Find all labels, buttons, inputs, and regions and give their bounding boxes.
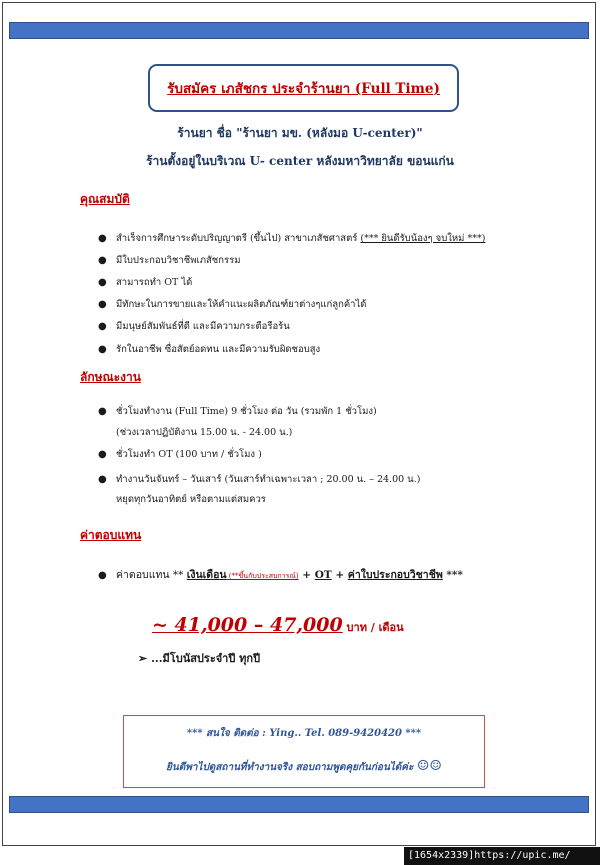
job-heading: ลักษณะงาน — [80, 370, 141, 384]
bonus-line — [138, 649, 260, 667]
compensation-line — [98, 566, 463, 583]
contact-invite-text: ยินดีพาไปดูสถานที่ทำงานจริง สอบถามพูดคุยกันก่อนได้ค่ะ — [166, 762, 417, 773]
bullet-icon: ● — [98, 406, 107, 417]
bullet-icon: ● — [98, 344, 107, 355]
plus-sign: + — [331, 569, 348, 581]
plus-sign: + — [298, 569, 315, 581]
shop-location-line: ร้านตั้งอยู่ในบริเวณ U- center หลังมหาวิทยาลัย ขอนแก่น — [146, 154, 454, 168]
list-item — [98, 253, 240, 268]
bullet-icon: ● — [98, 255, 107, 266]
bullet-icon: ● — [98, 449, 107, 460]
salary-amount: ~ 41,000 – 47,000 — [152, 614, 343, 636]
bullet-icon: ● — [98, 474, 107, 485]
list-item-text: สำเร็จการศึกษาระดับปริญญาตรี (ขึ้นไป) สาขาเภสัชศาสตร์ — [116, 233, 361, 244]
compensation-tail: *** — [442, 569, 463, 581]
image-host-watermark: [1654x2339]https://upic.me/ — [404, 847, 600, 865]
list-item — [98, 319, 290, 334]
list-item-continuation: (ช่วงเวลาปฏิบัติงาน 15.00 น. - 24.00 น.) — [116, 427, 293, 438]
qualifications-heading: คุณสมบัติ — [80, 192, 130, 206]
license-fee-word: ค่าใบประกอบวิชาชีพ — [347, 569, 443, 581]
bottom-banner-bar — [9, 796, 589, 813]
bonus-text: ...มีโบนัสประจำปี ทุกปี — [151, 652, 261, 665]
shop-name-line: ร้านยา ชื่อ "ร้านยา มข. (หลังมอ U-center)" — [177, 126, 423, 140]
list-item-text: รักในอาชีพ ซื่อสัตย์อดทน และมีความรับผิดชอบสูง — [116, 344, 321, 355]
salary-range — [152, 614, 404, 636]
list-item-text: ทำงานวันจันทร์ – วันเสาร์ (วันเสาร์ทำเฉพาะเวลา ; 20.00 น. – 24.00 น.) — [116, 474, 421, 485]
title-box — [148, 64, 459, 112]
list-item — [98, 342, 320, 357]
bullet-icon: ● — [98, 570, 107, 581]
contact-info: *** สนใจ ติดต่อ : Ying.. Tel. 089-9420420 *** — [186, 728, 422, 739]
salary-currency: บาท — [342, 621, 367, 634]
list-item — [98, 404, 377, 419]
page-title: รับสมัคร เภสัชกร ประจำร้านยา (Full Time) — [167, 81, 440, 97]
list-item-text: มีมนุษย์สัมพันธ์ที่ดี และมีความกระตือรือร้น — [116, 321, 290, 332]
contact-box — [123, 715, 485, 788]
list-item-text: สามารถทำ OT ได้ — [116, 277, 193, 288]
bullet-icon: ● — [98, 299, 107, 310]
list-item-note: (*** ยินดีรับน้องๆ จบใหม่ ***) — [360, 233, 486, 244]
list-item — [98, 297, 366, 312]
compensation-heading: ค่าตอบแทน — [80, 528, 142, 542]
contact-invite — [124, 758, 484, 775]
smiley-icon: ☺☺ — [416, 758, 442, 774]
list-item-continuation: หยุดทุกวันอาทิตย์ หรือตามแต่สมควร — [116, 494, 266, 505]
ot-word: OT — [314, 569, 332, 581]
list-item — [98, 447, 262, 462]
list-item — [98, 275, 192, 290]
list-item — [98, 472, 420, 487]
list-item-text: มีทักษะในการขายและให้คำแนะผลิตภัณฑ์ยาต่างๆแก่ลูกค้าได้ — [116, 299, 367, 310]
bullet-icon: ● — [98, 233, 107, 244]
list-item-text: ชั่วโมงทำ OT (100 บาท / ชั่วโมง ) — [116, 449, 262, 460]
list-item — [98, 231, 485, 246]
salary-word: เงินเดือน — [186, 569, 227, 581]
salary-period: / เดือน — [366, 621, 404, 634]
salary-note: (**ขึ้นกับประสบการณ์) — [226, 572, 299, 580]
compensation-label: ค่าตอบแทน ** — [116, 569, 187, 581]
list-item-text: มีใบประกอบวิชาชีพเภสัชกรรม — [116, 255, 241, 266]
arrow-bullet-icon: ➢ — [138, 652, 148, 665]
bullet-icon: ● — [98, 277, 107, 288]
bullet-icon: ● — [98, 321, 107, 332]
top-banner-bar — [9, 22, 589, 39]
list-item-text: ชั่วโมงทำงาน (Full Time) 9 ชั่วโมง ต่อ วัน (รวมพัก 1 ชั่วโมง) — [116, 406, 377, 417]
